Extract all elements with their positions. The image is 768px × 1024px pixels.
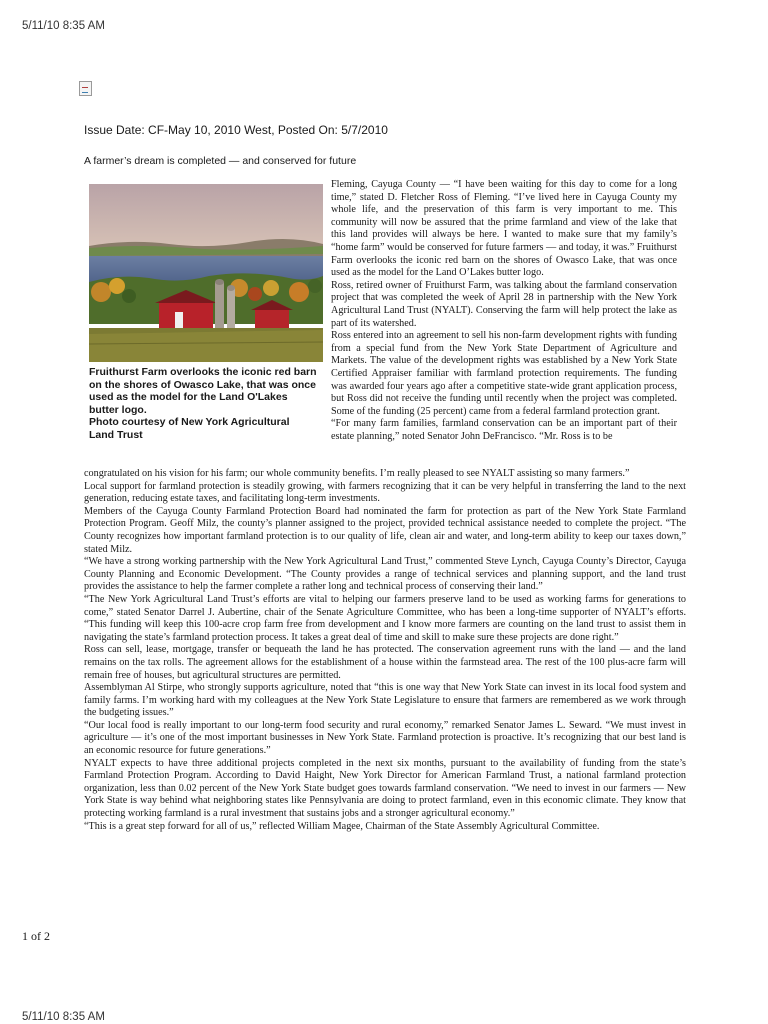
paragraph-split-end: congratulated on his vision for his farm; our whole community benefits. I’m really pleased to see NYALT assisting so many farmers.”: [84, 468, 630, 479]
paragraph: Fleming, Cayuga County — “I have been waiting for this day to come for a long time,” stated D. Fletcher Ross of Fleming. “I’ve lived here in Cayuga County my whole life, and the preservation of this farm is very important to me. This community will now be assured that the prime farmland and view of the lake that this land provides will always be here. I wanted to make sure that my family’s “home farm” would be conserved for future farmers — and today, it was.” Fruithurst Farm overlooks the iconic red barn on the shores of Owasco Lake, that was once used as the model for the Land O’Lakes butter logo.: [331, 179, 677, 279]
issue-line: Issue Date: CF-May 10, 2010 West, Posted On: 5/7/2010: [84, 123, 388, 137]
print-timestamp-footer: 5/11/10 8:35 AM: [22, 1011, 105, 1023]
broken-image-icon: [79, 81, 92, 96]
article-column-full: [84, 468, 686, 833]
paragraph: “This is a great step forward for all of us,” reflected William Magee, Chairman of the State Assembly Agricultural Committee.: [84, 820, 600, 832]
print-timestamp: 5/11/10 8:35 AM: [22, 20, 105, 32]
paragraph: NYALT expects to have three additional projects completed in the next six months, pursuant to the availability of funding from the state’s Farmland Protection Program. According to David Haight, New York Director for American Farmland Trust, a national farmland protection organization, less than 0.02 percent of the New York State budget goes towards farmland conservation. “We need to invest in our farmers — New York State is way behind what neighboring states like Pennsylvania are doing to protect farmland, even in this economic climate. They know that protecting working farmland is a rural investment that sustains jobs and a stronger agricultural economy.”: [84, 757, 686, 820]
page-number: 1 of 2: [22, 929, 50, 943]
paragraph: “The New York Agricultural Land Trust’s efforts are vital to helping our farmers preserve land to be used as working farms for generations to come,” stated Senator Darrel J. Aubertine, chair of the Senate Agriculture Committee, who has been a long-time supporter of NYALT’s efforts. “This funding will keep this 100-acre crop farm free from development and I know more farmers are counting on the land trust to assist them in navigating the state’s farmland protection process. It takes a great deal of time and skill to make sure these projects are done right.”: [84, 593, 686, 643]
photo-credit: Photo courtesy of New York Agricultural Land Trust: [89, 416, 290, 441]
caption-text: Fruithurst Farm overlooks the iconic red barn on the shores of Owasco Lake, that was once used as the model for the Land O'Lakes butter logo.: [89, 366, 317, 416]
paragraph: Assemblyman Al Stirpe, who strongly supports agriculture, noted that “this is one way that New York State can invest in its local food system and family farms. I’m working hard with my colleagues at the New York State Legislature to ensure that farmers are remembered as we work through the budgeting issues.”: [84, 682, 686, 719]
photo-caption: [89, 366, 317, 441]
paragraph: Members of the Cayuga County Farmland Protection Board had nominated the farm for protection as part of the New York State Farmland Protection Program. Geoff Milz, the county’s planner assigned to the project, provided technical assistance needed to complete the project. “The County recognizes how important farmland protection is to our quality of life, clean air and water, and long-term ability to keep our taxes down,” stated Milz.: [84, 505, 686, 555]
paragraph: Ross entered into an agreement to sell his non-farm development rights with funding from a special fund from the New York State Department of Agriculture and Markets. The value of the development rights was established by a New York State Certified Appraiser familiar with farmland protection requirements. The funding was awarded four years ago after a competitive state-wide grant application process, but Ross did not receive the funding until recently when the project was completed. Some of the funding (25 percent) came from a federal farmland protection grant.: [331, 330, 677, 417]
paragraph: Ross can sell, lease, mortgage, transfer or bequeath the land he has protected. The conservation agreement runs with the land — and the land remains on the tax rolls. The agreement allows for the establishment of a house within the farmstead area. The rest of the 100 plus-acre farm will remain free of houses, but agricultural structures are permitted.: [84, 644, 686, 681]
paragraph: Local support for farmland protection is steadily growing, with farmers recognizing that it can be very helpful in transferring the land to the next generation, reducing estate taxes, and facilitating long-term investments.: [84, 480, 686, 505]
article-headline: A farmer’s dream is completed — and conserved for future: [84, 155, 357, 167]
paragraph-split-start: “For many farm families, farmland conservation can be an important part of their estate planning,” noted Senator John DeFrancisco. “Mr. Ross is to be: [331, 418, 677, 442]
paragraph: Ross, retired owner of Fruithurst Farm, was talking about the farmland conservation project that was completed the week of April 28 in partnership with the New York Agricultural Land Trust (NYALT). Conserving the farm will help protect the lake as part of its watershed.: [331, 279, 677, 329]
article-column-right: [331, 179, 677, 443]
paragraph: “We have a strong working partnership with the New York Agricultural Land Trust,” commented Steve Lynch, Cayuga County’s Director, Cayuga County Planning and Economic Development. “The County provides a range of technical services and planning support, and the land trust provides the assistance to help the farmer complete a rather long and technical process of conserving their land.”: [84, 556, 686, 593]
farm-photo: [89, 184, 323, 362]
paragraph: “Our local food is really important to our long-term food security and rural economy,” remarked Senator James L. Seward. “We must invest in agriculture — it’s one of the most important businesses in New York State. Farmland protection is proactive. It’s recognizing that our best land is an economic resource for future generations.”: [84, 719, 686, 757]
